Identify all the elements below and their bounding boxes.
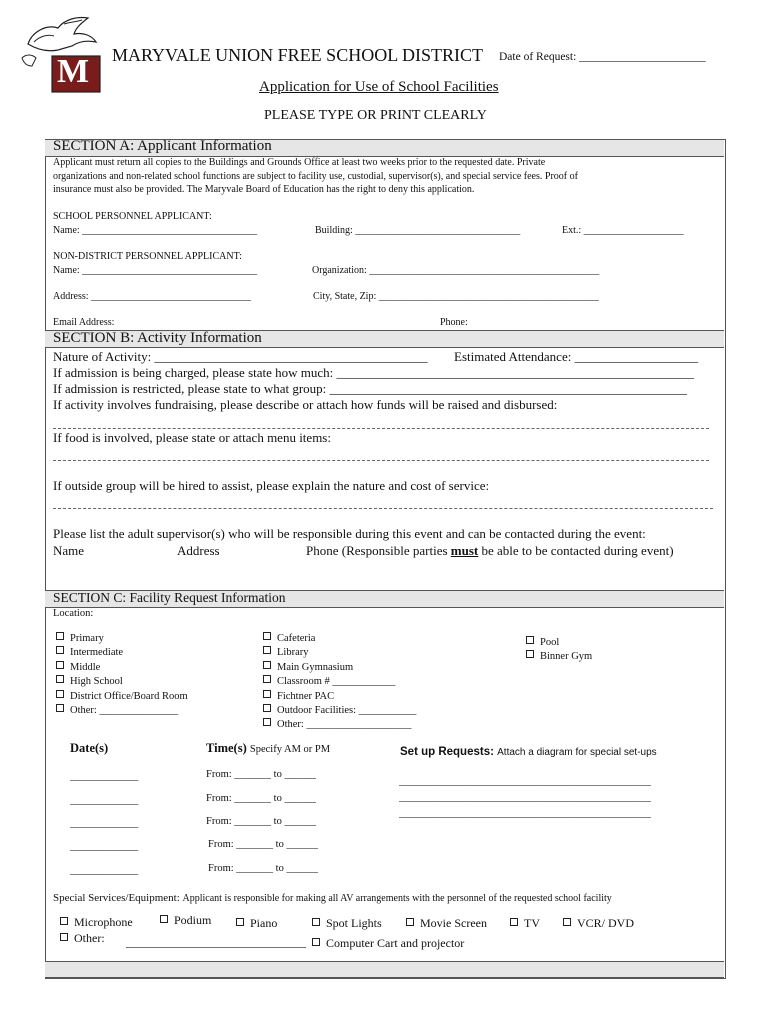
time-range-field[interactable]: From: _______ to ______ — [208, 863, 318, 874]
equip-moviescreen-checkbox[interactable] — [406, 916, 487, 931]
equip-vcr-checkbox[interactable] — [563, 916, 634, 931]
location-label: Location: — [53, 608, 94, 619]
nd-address-field[interactable]: Address: ________________________________ — [53, 291, 252, 302]
room-location-option[interactable] — [263, 661, 353, 673]
room-location-option-label: Fichtner PAC — [277, 690, 335, 702]
checkbox[interactable] — [263, 704, 271, 712]
time-range-field[interactable]: From: _______ to ______ — [206, 816, 316, 827]
room-location-option[interactable] — [263, 646, 309, 658]
room-location-option-label: Library — [277, 647, 309, 659]
section-a-intro-line1: Applicant must return all copies to the Buildings and Grounds Office at least two weeks prior to the requested date. Private — [53, 157, 546, 168]
checkbox[interactable] — [56, 646, 64, 654]
school-location-option[interactable] — [56, 661, 100, 673]
equip-piano-checkbox[interactable] — [236, 916, 277, 931]
time-range-field[interactable]: From: _______ to ______ — [206, 793, 316, 804]
food-question: If food is involved, please state or attach menu items: — [53, 430, 331, 445]
supervisor-col-phone — [306, 543, 674, 559]
outside-group-question: If outside group will be hired to assist, please explain the nature and cost of service: — [53, 478, 490, 493]
section-a-intro-line2: organizations and non-related school functions are subject to facility use, custodial, supervisor(s), and special service fees. Proof of — [53, 171, 578, 182]
equip-microphone-checkbox[interactable] — [60, 915, 133, 930]
fundraising-answer-line[interactable] — [53, 428, 709, 429]
special-services-heading: Special Services/Equipment: — [53, 892, 180, 904]
phone-note-pre: Phone (Responsible parties — [306, 543, 451, 558]
school-location-option-label: District Office/Board Room — [70, 690, 188, 702]
setup-heading-label: Set up Requests: — [400, 746, 494, 758]
school-location-option-label: High School — [70, 676, 123, 688]
sp-ext-field[interactable]: Ext.: ____________________ — [562, 225, 684, 236]
checkbox[interactable] — [56, 675, 64, 683]
date-field[interactable]: _____________ — [70, 865, 139, 876]
equip-cart-label: Computer Cart and projector — [326, 936, 465, 950]
food-answer-line[interactable] — [53, 460, 709, 461]
room-location-option[interactable] — [263, 704, 416, 716]
setup-note: Attach a diagram for special set-ups — [497, 747, 657, 758]
school-personnel-heading: SCHOOL PERSONNEL APPLICANT: — [53, 211, 212, 222]
nd-name-field[interactable]: Name: ___________________________________ — [53, 265, 258, 276]
checkbox[interactable] — [263, 675, 271, 683]
room-location-option[interactable] — [263, 690, 334, 702]
equip-tv-checkbox[interactable] — [510, 916, 540, 931]
setup-line[interactable]: ________________________________________________ — [399, 776, 651, 787]
room-location-option-label: Main Gymnasium — [277, 661, 354, 673]
outside-group-answer-line[interactable] — [53, 508, 713, 509]
equip-podium-checkbox[interactable] — [160, 913, 211, 928]
section-c-title: SECTION C: Facility Request Information — [53, 590, 286, 605]
phone-note-post: be able to be contacted during event) — [478, 543, 674, 558]
times-heading-label: Time(s) — [206, 741, 247, 755]
date-field[interactable]: _____________ — [70, 795, 139, 806]
checkbox[interactable] — [263, 690, 271, 698]
fundraising-question: If activity involves fundraising, please describe or attach how funds will be raised and disbursed: — [53, 397, 558, 412]
supervisor-col-name: Name — [53, 543, 85, 558]
sp-building-field[interactable]: Building: _________________________________ — [315, 225, 521, 236]
equip-spotlights-label: Spot Lights — [326, 916, 382, 930]
school-location-option-label: Primary — [70, 633, 104, 644]
equip-tv-label: TV — [524, 916, 540, 930]
estimated-attendance-field[interactable]: Estimated Attendance: ___________________ — [454, 349, 699, 364]
checkbox[interactable] — [56, 632, 64, 640]
dates-heading: Date(s) — [70, 741, 109, 755]
room-location-option-label: Classroom # ____________ — [277, 676, 396, 688]
school-location-option-label: Middle — [70, 661, 101, 673]
sp-name-field[interactable]: Name: ___________________________________ — [53, 225, 258, 236]
special-services — [53, 892, 612, 904]
section-a-title: SECTION A: Applicant Information — [53, 138, 272, 154]
district-logo — [18, 14, 108, 96]
email-field[interactable]: Email Address: — [53, 317, 115, 328]
room-location-option[interactable] — [263, 675, 395, 687]
form-title: Application for Use of School Facilities — [259, 79, 499, 95]
checkbox[interactable] — [263, 632, 271, 640]
nd-city-field[interactable]: City, State, Zip: ____________________________________________ — [313, 291, 599, 302]
admission-charged-field[interactable]: If admission is being charged, please state how much: _______________________________________________________ — [53, 365, 695, 380]
setup-line[interactable]: ________________________________________________ — [399, 808, 651, 819]
logo-letter: M — [57, 53, 90, 90]
equip-spotlights-checkbox[interactable] — [312, 916, 382, 931]
school-location-option[interactable] — [56, 675, 123, 687]
equip-vcr-label: VCR/ DVD — [577, 916, 635, 930]
room-location-option[interactable] — [263, 718, 411, 730]
school-location-option[interactable] — [56, 632, 104, 644]
nature-of-activity-field[interactable]: Nature of Activity: __________________________________________ — [53, 349, 428, 364]
nd-organization-field[interactable]: Organization: ______________________________________________ — [312, 265, 600, 276]
equip-piano-label: Piano — [250, 916, 278, 930]
gym-location-option[interactable] — [526, 636, 559, 648]
school-location-option[interactable] — [56, 704, 178, 716]
checkbox[interactable] — [263, 661, 271, 669]
date-of-request-field[interactable]: Date of Request: ______________________ — [499, 51, 706, 63]
date-field[interactable]: _____________ — [70, 841, 139, 852]
equip-other-checkbox[interactable] — [60, 931, 105, 946]
gym-location-option[interactable] — [526, 650, 592, 662]
date-field[interactable]: _____________ — [70, 818, 139, 829]
checkbox[interactable] — [56, 690, 64, 698]
bottom-band — [45, 961, 724, 978]
equip-moviescreen-label: Movie Screen — [420, 916, 487, 930]
date-field[interactable]: _____________ — [70, 771, 139, 782]
district-name: MARYVALE UNION FREE SCHOOL DISTRICT — [112, 45, 484, 65]
times-heading — [206, 741, 330, 756]
checkbox[interactable] — [263, 718, 271, 726]
school-location-option-label: Intermediate — [70, 647, 124, 659]
print-instruction: PLEASE TYPE OR PRINT CLEARLY — [264, 108, 487, 123]
equip-cart-checkbox[interactable] — [312, 936, 464, 951]
room-location-option-label: Outdoor Facilities: ___________ — [277, 705, 417, 716]
supervisor-col-address: Address — [177, 543, 220, 558]
equip-other-label: Other: — [74, 931, 105, 945]
admission-restricted-field[interactable]: If admission is restricted, please state to what group: _______________________________________________________ — [53, 381, 688, 396]
phone-note-must: must — [450, 543, 479, 558]
gym-location-option-label: Binner Gym — [540, 651, 593, 663]
phone-field[interactable]: Phone: — [440, 317, 468, 328]
school-location-option[interactable] — [56, 690, 188, 702]
room-location-option[interactable] — [263, 632, 315, 644]
time-range-field[interactable]: From: _______ to ______ — [208, 839, 318, 850]
checkbox[interactable] — [56, 661, 64, 669]
times-note: Specify AM or PM — [249, 744, 331, 755]
checkbox[interactable] — [263, 646, 271, 654]
time-range-field[interactable]: From: _______ to ______ — [206, 769, 316, 780]
special-services-note: Applicant is responsible for making all AV arrangements with the personnel of the requested school facility — [182, 893, 612, 904]
supervisor-question: Please list the adult supervisor(s) who will be responsible during this event and can be contacted during the event: — [53, 526, 646, 541]
section-b-title: SECTION B: Activity Information — [53, 330, 262, 346]
checkbox[interactable] — [526, 650, 534, 658]
equip-other-field[interactable]: ______________________________ — [126, 935, 306, 949]
room-location-option-label: Other: ____________________ — [277, 719, 412, 731]
setup-line[interactable]: ________________________________________________ — [399, 792, 651, 803]
checkbox[interactable] — [56, 704, 64, 712]
equip-podium-label: Podium — [174, 913, 212, 927]
school-location-option[interactable] — [56, 646, 123, 658]
room-location-option-label: Cafeteria — [277, 633, 316, 644]
section-a-intro-line3: insurance must also be provided. The Maryvale Board of Education has the right to deny this application. — [53, 184, 475, 195]
equip-microphone-label: Microphone — [74, 915, 133, 929]
non-district-heading: NON-DISTRICT PERSONNEL APPLICANT: — [53, 251, 242, 262]
gym-location-option-label: Pool — [540, 637, 560, 648]
checkbox[interactable] — [526, 636, 534, 644]
school-location-option-label: Other: _______________ — [70, 705, 179, 716]
setup-heading — [400, 746, 657, 758]
